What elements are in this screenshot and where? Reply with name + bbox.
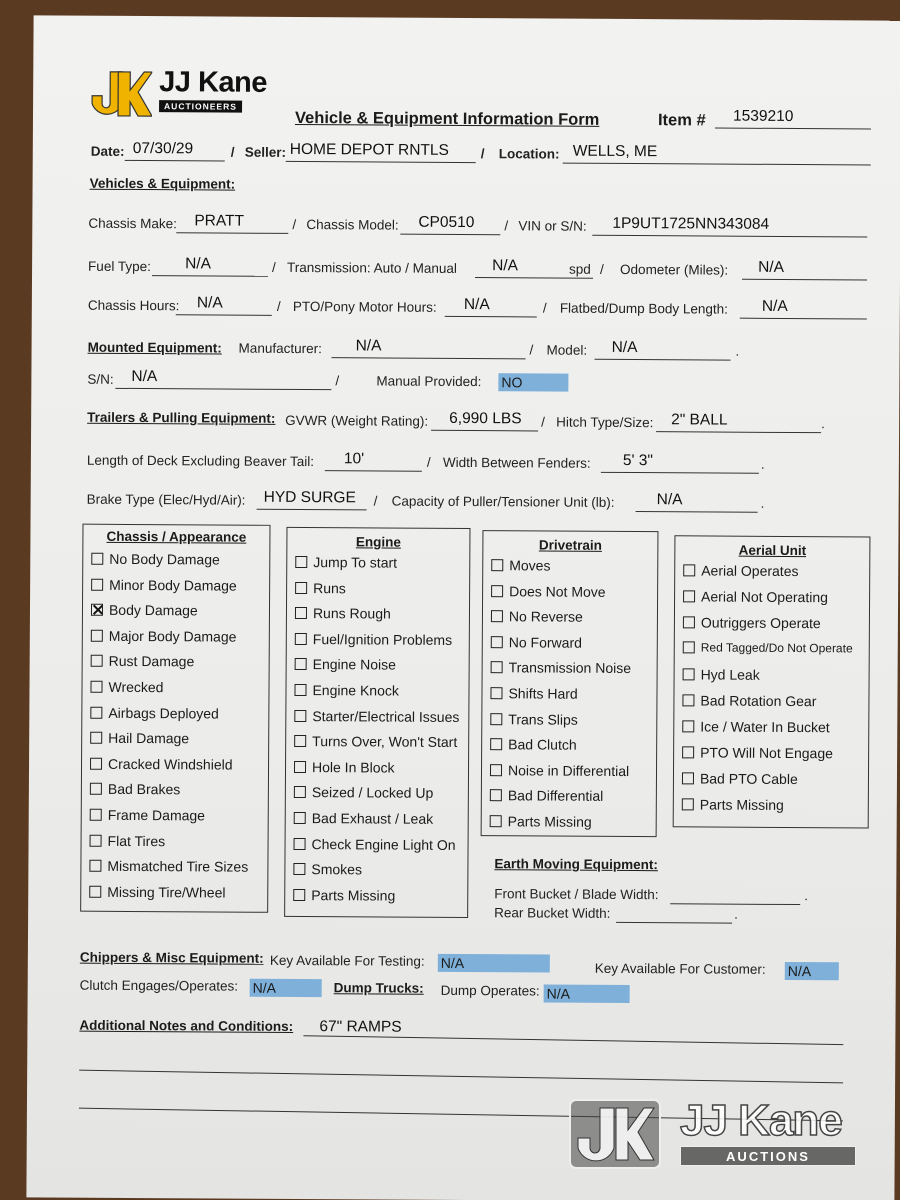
checkbox-icon[interactable] <box>490 687 502 699</box>
odometer-value[interactable]: N/A <box>758 258 784 276</box>
vin-value[interactable]: 1P9UT1725NN343084 <box>612 214 770 233</box>
checkbox-icon[interactable] <box>683 616 695 628</box>
checkbox-icon[interactable] <box>490 764 502 776</box>
checkbox-icon[interactable] <box>683 668 695 680</box>
checkbox-row[interactable] <box>89 858 248 875</box>
checkbox-label: Parts Missing <box>699 796 784 813</box>
checkbox-icon[interactable] <box>683 590 695 602</box>
checkbox-label: Aerial Not Operating <box>701 588 828 606</box>
checkbox-icon[interactable] <box>682 772 694 784</box>
checkbox-row[interactable] <box>293 861 362 877</box>
checkbox-row[interactable] <box>91 551 220 568</box>
checkbox-icon[interactable] <box>89 860 101 872</box>
form-paper: JJ Kane AUCTIONEERS Vehicle & Equipment Information Form Item # 1539210 Date: 07/30/29 / Seller: HOME DEPOT RNTLS / Location: WELLS, ME Vehicles & Equipment: Chassis Make: PRATT / Chassis Model: CP0510 / VIN or S/N: 1P9UT1725NN343084 Fuel Type: N/A / Transmission: Auto / Manual N/A spd / Odometer (Miles): N/A Chassis Hours: N/A / PTO/Pony Motor Hours: N/A / Flatbed/Dump Body Length: N/A Mounted Equipment: Manufacturer: N/A / Model: N/A . S/N: N/A / Manual Provided: NO Trailers & Pulling Equipment: GVWR (Weight Rating): 6,990 LBS / Hitch Type/Size: 2" BALL . Length of Deck Excluding Beaver Tail: 10' / Width Between Fenders: 5' 3" . Brake Type (Elec/Hyd/Air): HYD SURGE / Capacity of Puller/Tensioner Unit (lb): N/A . Chassis / Appearance No Body Damage Minor Body Damage Body Damage Major Body Damage Rust Damage Wrecked Airbags Deployed Hail Damage Cracked Windshield Bad Brakes Frame Damage Flat Tires Mismatched Tire Sizes Missing Tire/Wheel Engine Jump To start Runs Runs Rough Fuel/Ignition Problems Engine Noise Engine Knock Starter/Electrical Issues Turns Over, Won't Start Hole In Block Seized / Locked Up Bad Exhaust / Leak Check Engine Light On Smokes Parts Missing Drivetrain Moves Does Not Move No Reverse No Forward Transmission Noise Shifts Hard Trans Slips Bad Clutch Noise in Differential Bad Differential Parts Missing Aerial Unit Aerial Operates Aerial Not Operating Outriggers Operate Red Tagged/Do Not Operate Hyd Leak Bad Rotation Gear Ice / Water In Bucket PTO Will Not Engage Bad PTO Cable Parts Missing Earth Moving Equipment: Front Bucket / Blade Width: . Rear Bucket Width: . Chippers & Misc Equipment: Key Available For Testing: N/A Key Available For Customer: N/A Clutch Engages/Operates: N/A Dump Trucks: Dump Operates: N/A Additional Notes and Conditions: 67" RAMPS <box>26 15 900 1200</box>
checkbox-row[interactable] <box>295 580 346 596</box>
checkbox-icon[interactable] <box>490 815 502 827</box>
checkbox-label: Bad Rotation Gear <box>700 692 817 710</box>
checkbox-label: Bad Differential <box>507 787 604 805</box>
checkbox-icon[interactable] <box>294 735 306 747</box>
checkbox-row[interactable] <box>89 884 225 901</box>
checkbox-label: Transmission Noise <box>508 659 632 677</box>
checkbox-row[interactable] <box>490 762 629 779</box>
fenders-label: Width Between Fenders: <box>442 454 591 471</box>
checkbox-icon[interactable] <box>295 633 307 645</box>
checkbox-row[interactable] <box>295 631 452 648</box>
location-value[interactable]: WELLS, ME <box>572 142 658 161</box>
checkbox-label: Flat Tires <box>107 832 166 849</box>
checkbox-icon[interactable] <box>91 655 103 667</box>
date-value[interactable]: 07/30/29 <box>132 139 194 158</box>
key-testing-label: Key Available For Testing: <box>269 952 425 969</box>
transmission-label: Transmission: Auto / Manual <box>287 259 457 276</box>
aerial-box-title: Aerial Unit <box>738 542 807 559</box>
checkbox-icon[interactable] <box>491 610 503 622</box>
trailers-heading: Trailers & Pulling Equipment: <box>87 409 276 426</box>
dump-label: Dump Operates: <box>440 982 540 999</box>
checkbox-label: Engine Knock <box>312 682 399 699</box>
watermark-sub: AUCTIONS <box>680 1146 856 1166</box>
checkbox-icon[interactable] <box>90 681 102 693</box>
checkbox-label: Trans Slips <box>508 710 578 728</box>
vin-label: VIN or S/N: <box>518 218 587 234</box>
checkbox-icon[interactable] <box>491 559 503 571</box>
checkbox-label: Engine Noise <box>312 656 396 673</box>
checkbox-row[interactable] <box>490 736 577 753</box>
checkbox-icon[interactable] <box>90 783 102 795</box>
brake-value[interactable]: HYD SURGE <box>263 488 356 507</box>
seller-label: Seller: <box>244 144 287 160</box>
item-label: Item # <box>657 111 706 130</box>
checkbox-label: Smokes <box>311 861 363 878</box>
capacity-label: Capacity of Puller/Tensioner Unit (lb): <box>391 493 615 510</box>
brake-label: Brake Type (Elec/Hyd/Air): <box>86 491 246 508</box>
checkbox-icon[interactable] <box>293 889 305 901</box>
pto-hours-value[interactable]: N/A <box>463 295 490 314</box>
model-label: Model: <box>546 342 588 358</box>
mounted-heading: Mounted Equipment: <box>87 339 222 356</box>
checkbox-label: Hole In Block <box>311 758 395 776</box>
pto-hours-label: PTO/Pony Motor Hours: <box>292 298 437 315</box>
fuel-type-label: Fuel Type: <box>88 258 151 275</box>
checkbox-row[interactable] <box>294 682 399 699</box>
gvwr-label: GVWR (Weight Rating): <box>285 412 429 429</box>
location-label: Location: <box>498 146 560 162</box>
checkbox-label: Aerial Operates <box>701 562 799 580</box>
key-testing-value[interactable]: N/A <box>438 954 550 973</box>
checkbox-label: Noise in Differential <box>507 762 630 779</box>
checkbox-row[interactable] <box>683 666 760 682</box>
seller-value[interactable]: HOME DEPOT RNTLS <box>289 140 449 159</box>
checkbox-icon[interactable] <box>293 863 305 875</box>
checkbox-label: PTO Will Not Engage <box>700 744 833 762</box>
checkbox-label: Missing Tire/Wheel <box>107 883 226 901</box>
checkbox-row[interactable] <box>490 685 577 702</box>
checkbox-row[interactable] <box>683 562 798 579</box>
manufacturer-label: Manufacturer: <box>238 340 322 357</box>
checkbox-icon[interactable] <box>91 578 103 590</box>
deck-label: Length of Deck Excluding Beaver Tail: <box>86 452 315 470</box>
checkbox-label: Major Body Damage <box>108 627 237 645</box>
fuel-type-value[interactable]: N/A <box>185 255 211 273</box>
checkbox-icon[interactable] <box>491 662 503 674</box>
checkbox-row[interactable] <box>293 887 395 904</box>
checkbox-icon[interactable] <box>295 607 307 619</box>
checkbox-icon[interactable] <box>294 838 306 850</box>
manual-value[interactable]: NO <box>498 373 568 391</box>
checkbox-label: Hyd Leak <box>700 666 760 683</box>
dump-heading: Dump Trucks: <box>333 980 424 996</box>
deck-value[interactable]: 10' <box>343 450 365 468</box>
checkbox-row[interactable] <box>294 784 434 801</box>
checkbox-label: Frame Damage <box>107 806 206 824</box>
checkbox-row[interactable] <box>295 605 391 622</box>
item-value[interactable]: 1539210 <box>732 107 794 126</box>
checkbox-icon[interactable] <box>90 758 102 770</box>
form-title: Vehicle & Equipment Information Form <box>294 108 600 129</box>
checkbox-label: Moves <box>509 557 551 574</box>
clutch-value[interactable]: N/A <box>250 979 322 997</box>
checkbox-icon[interactable] <box>490 713 502 725</box>
checkbox-label: Turns Over, Won't Start <box>312 733 458 751</box>
checkbox-row[interactable] <box>90 679 163 695</box>
checkbox-label: Bad PTO Cable <box>699 770 798 788</box>
checkbox-label: Runs Rough <box>312 605 391 622</box>
checkbox-icon[interactable] <box>294 710 306 722</box>
sn-label: S/N: <box>87 371 114 387</box>
checkbox-label: Bad Clutch <box>508 736 577 753</box>
checkbox-label: Parts Missing <box>507 813 592 830</box>
chippers-heading: Chippers & Misc Equipment: <box>79 949 264 966</box>
checkbox-row[interactable] <box>683 614 821 631</box>
date-label: Date: <box>90 143 125 159</box>
checkbox-label: Seized / Locked Up <box>311 784 434 802</box>
checkbox-row[interactable] <box>491 557 550 573</box>
checkbox-label: Jump To start <box>313 554 398 571</box>
dump-value[interactable]: N/A <box>544 984 630 1003</box>
checkbox-row[interactable] <box>682 718 830 735</box>
checkbox-icon[interactable] <box>490 790 502 802</box>
watermark-name: JJ Kane <box>680 1096 842 1145</box>
checkbox-icon[interactable] <box>682 694 694 706</box>
checkbox-icon[interactable] <box>90 834 102 846</box>
drivetrain-box-title: Drivetrain <box>538 537 602 553</box>
checkbox-row[interactable] <box>91 653 195 670</box>
checkbox-row[interactable] <box>491 583 606 600</box>
checkbox-row[interactable] <box>90 756 233 773</box>
checkbox-row[interactable] <box>91 576 237 593</box>
rear-bucket-label: Rear Bucket Width: <box>494 905 611 921</box>
checkbox-row[interactable] <box>91 628 237 645</box>
chassis-hours-label: Chassis Hours: <box>87 297 180 314</box>
checkbox-icon[interactable] <box>295 582 307 594</box>
notes-heading: Additional Notes and Conditions: <box>79 1017 294 1034</box>
chassis-model-value[interactable]: CP0510 <box>418 213 475 232</box>
manufacturer-value[interactable]: N/A <box>355 337 382 355</box>
hitch-value[interactable]: 2" BALL <box>671 411 728 429</box>
capacity-value[interactable]: N/A <box>656 491 683 509</box>
checkbox-label: Shifts Hard <box>508 685 578 702</box>
checkbox-row[interactable] <box>294 708 459 725</box>
checkbox-row[interactable] <box>90 730 189 747</box>
chassis-make-label: Chassis Make: <box>88 215 177 232</box>
checkbox-row[interactable] <box>294 836 456 853</box>
checkbox-icon[interactable] <box>294 761 306 773</box>
spd-label: spd <box>569 261 591 277</box>
checkbox-label: No Body Damage <box>109 550 220 568</box>
checkbox-label: Cracked Windshield <box>107 755 233 773</box>
model-value[interactable]: N/A <box>611 338 638 357</box>
checkbox-row[interactable] <box>682 692 816 709</box>
checkbox-label: Wrecked <box>108 678 164 696</box>
checkbox-row[interactable] <box>683 588 828 605</box>
checkbox-icon[interactable] <box>90 732 102 744</box>
checkbox-icon[interactable] <box>683 564 695 576</box>
engine-box-title: Engine <box>355 534 401 550</box>
checkbox-row[interactable] <box>490 711 578 728</box>
checkbox-icon[interactable] <box>490 738 502 750</box>
checkbox-row[interactable] <box>683 640 853 655</box>
checkbox-row[interactable] <box>294 759 395 776</box>
key-customer-label: Key Available For Customer: <box>594 960 766 977</box>
aerial-unit-box <box>673 535 871 828</box>
watermark-logo-icon <box>568 1098 662 1170</box>
checkbox-label: Outriggers Operate <box>700 614 821 632</box>
checkbox-icon[interactable] <box>91 553 103 565</box>
checkbox-label: Does Not Move <box>509 582 606 600</box>
checkbox-row[interactable] <box>90 832 166 848</box>
checkbox-icon[interactable] <box>90 809 102 821</box>
checkbox-icon[interactable] <box>682 746 694 758</box>
flatbed-value[interactable]: N/A <box>761 297 788 315</box>
earth-heading: Earth Moving Equipment: <box>494 856 658 873</box>
checkbox-icon[interactable] <box>682 798 694 810</box>
checkbox-label: No Forward <box>508 634 582 651</box>
checkbox-icon[interactable] <box>294 684 306 696</box>
checkbox-icon[interactable] <box>91 630 103 642</box>
odometer-label: Odometer (Miles): <box>620 261 729 278</box>
checkbox-row[interactable] <box>491 660 632 677</box>
checkbox-label: Minor Body Damage <box>109 576 237 594</box>
vehicles-heading: Vehicles & Equipment: <box>89 175 236 192</box>
checked-checkbox-icon[interactable] <box>91 604 103 616</box>
checkbox-icon[interactable] <box>682 720 694 732</box>
manual-label: Manual Provided: <box>376 373 482 390</box>
checkbox-icon[interactable] <box>683 641 695 653</box>
notes-value[interactable]: 67" RAMPS <box>319 1018 402 1036</box>
checkbox-label: Check Engine Light On <box>311 835 456 853</box>
checkbox-row[interactable] <box>490 788 604 805</box>
flatbed-label: Flatbed/Dump Body Length: <box>559 300 728 317</box>
checkbox-label: Body Damage <box>108 602 198 619</box>
brand-name: JJ Kane <box>159 66 268 99</box>
checkbox-row[interactable] <box>491 634 582 651</box>
sn-value[interactable]: N/A <box>131 367 158 386</box>
checkbox-row[interactable] <box>682 744 833 761</box>
checkbox-row[interactable] <box>295 656 396 673</box>
checkbox-label: No Reverse <box>508 608 583 625</box>
hitch-label: Hitch Type/Size: <box>556 414 654 431</box>
checkbox-label: Hail Damage <box>108 730 190 747</box>
checkbox-icon[interactable] <box>89 886 101 898</box>
checkbox-icon[interactable] <box>295 658 307 670</box>
checkbox-row[interactable] <box>90 704 219 721</box>
checkbox-icon[interactable] <box>90 706 102 718</box>
checkbox-row[interactable] <box>90 781 180 798</box>
checkbox-icon[interactable] <box>491 585 503 597</box>
checkbox-label: Runs <box>313 579 346 596</box>
front-bucket-label: Front Bucket / Blade Width: <box>494 886 659 903</box>
gvwr-value[interactable]: 6,990 LBS <box>449 409 522 428</box>
checkbox-icon[interactable] <box>491 636 503 648</box>
checkbox-row[interactable] <box>490 813 592 830</box>
checkbox-label: Starter/Electrical Issues <box>312 707 460 725</box>
checkbox-label: Mismatched Tire Sizes <box>107 858 249 875</box>
fenders-value[interactable]: 5' 3" <box>622 451 653 470</box>
checkbox-label: Bad Brakes <box>107 781 181 798</box>
engine-box <box>284 527 470 918</box>
transmission-value[interactable]: N/A <box>492 257 518 275</box>
checkbox-row[interactable] <box>682 770 798 787</box>
brand-sub: AUCTIONEERS <box>159 100 242 113</box>
clutch-label: Clutch Engages/Operates: <box>79 977 239 994</box>
checkbox-label: Ice / Water In Bucket <box>700 718 830 736</box>
checkbox-icon[interactable] <box>294 786 306 798</box>
checkbox-row[interactable] <box>295 554 397 571</box>
checkbox-label: Bad Exhaust / Leak <box>311 810 434 827</box>
chassis-appearance-box <box>80 524 270 913</box>
checkbox-label: Fuel/Ignition Problems <box>312 630 453 648</box>
checkbox-row[interactable] <box>682 796 784 813</box>
checkbox-label: Red Tagged/Do Not Operate <box>700 640 853 656</box>
drivetrain-box <box>481 530 659 837</box>
checkbox-icon[interactable] <box>295 556 307 568</box>
jj-kane-logo-icon <box>88 68 152 118</box>
checkbox-icon[interactable] <box>294 812 306 824</box>
checkbox-label: Parts Missing <box>311 886 396 904</box>
checkbox-label: Rust Damage <box>108 653 195 670</box>
checkbox-row[interactable] <box>294 810 434 827</box>
chassis-box-title: Chassis / Appearance <box>106 528 247 545</box>
checkbox-row[interactable] <box>294 733 457 750</box>
checkbox-row[interactable] <box>90 807 205 824</box>
checkbox-label: Airbags Deployed <box>108 704 219 722</box>
checkbox-row[interactable] <box>491 608 583 625</box>
key-customer-value[interactable]: N/A <box>785 962 839 980</box>
chassis-make-value[interactable]: PRATT <box>194 212 245 230</box>
chassis-hours-value[interactable]: N/A <box>196 294 223 312</box>
chassis-model-label: Chassis Model: <box>306 217 399 233</box>
checkbox-row[interactable] <box>91 602 198 619</box>
